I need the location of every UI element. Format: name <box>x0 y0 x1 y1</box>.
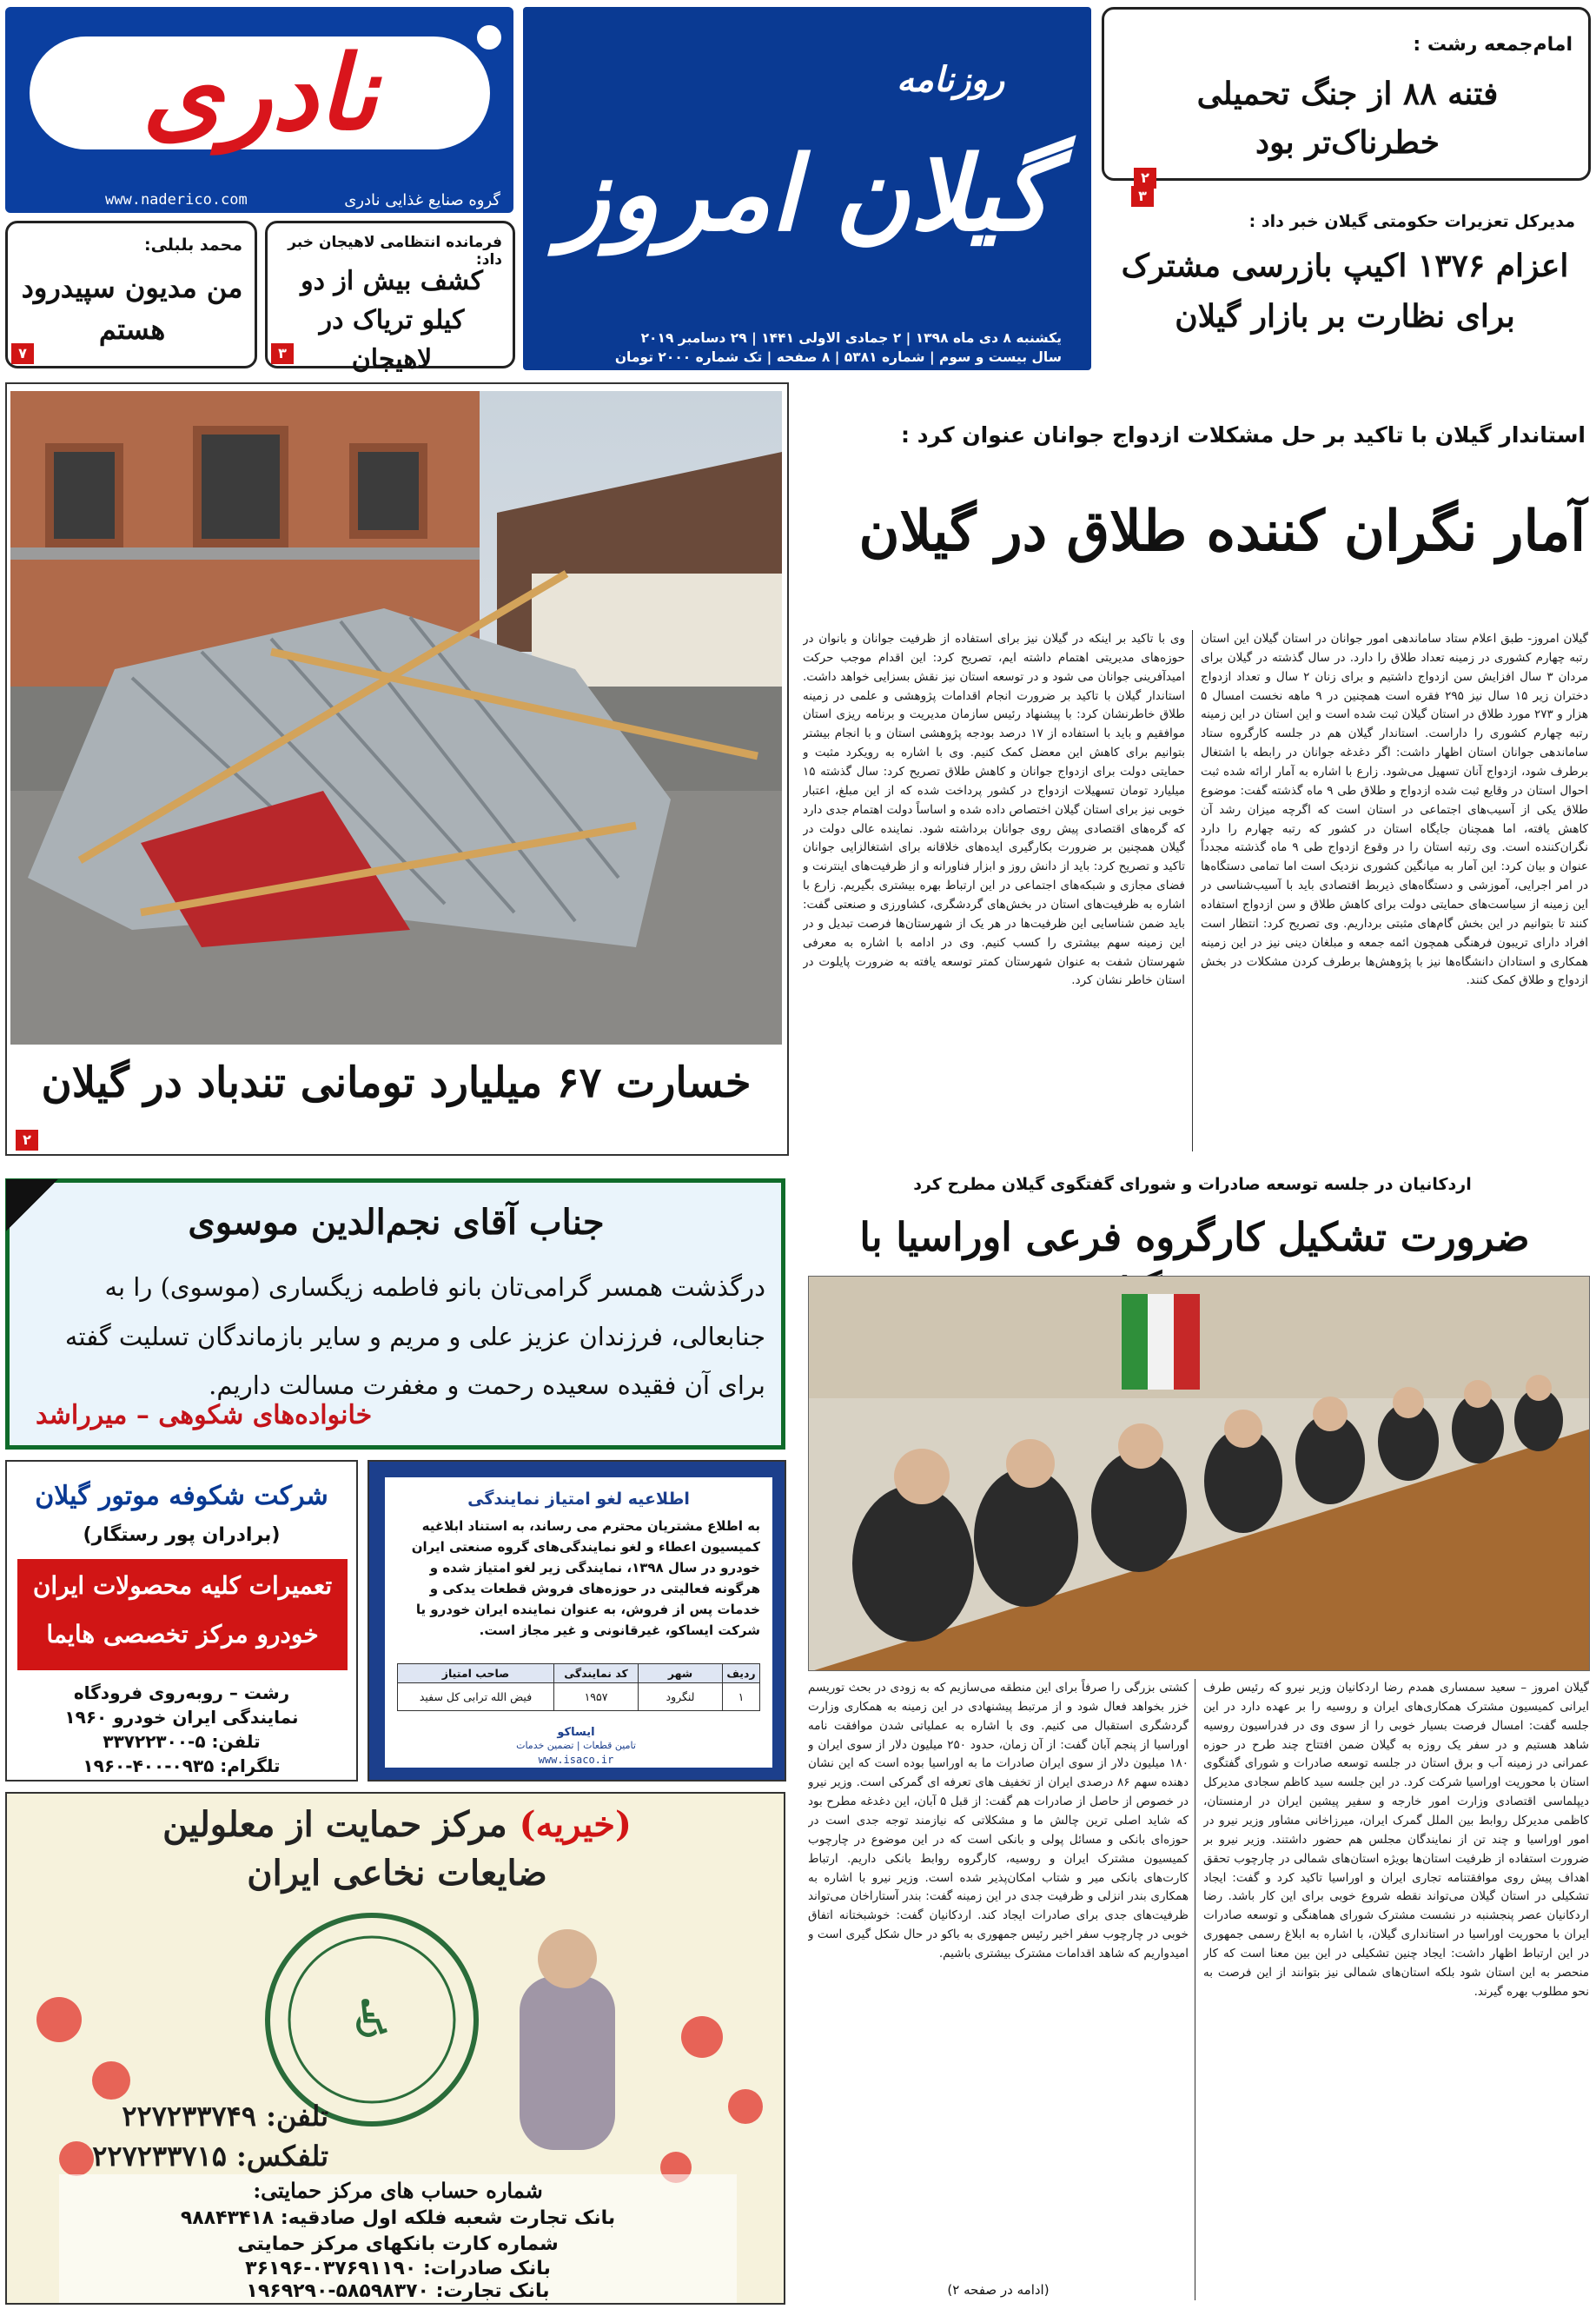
teaser-imam-headline: فتنه ۸۸ از جنگ تحمیلی خطرناک‌تر بود <box>1196 76 1499 161</box>
shekoufeh-tel[interactable]: تلفن: ۵-۳۳۷۲۲۳۰۰ <box>103 1731 261 1752</box>
shekoufeh-telegram[interactable]: تلگرام: ۰۹۳۵-۴۰۰-۱۹۶۰ <box>83 1755 281 1776</box>
teaser-inspectors[interactable] <box>1102 188 1591 363</box>
shekoufeh-red-line1: تعمیرات کلیه محصولات ایران <box>32 1571 333 1600</box>
teaser-debtor[interactable] <box>5 221 257 368</box>
meeting-photo-svg <box>809 1277 1590 1671</box>
teaser-debtor-headline: من مدیون سپیدرود هستم <box>21 271 243 346</box>
charity-title1-text: مرکز حمایت از معلولین <box>162 1804 507 1845</box>
charity-ad <box>5 1792 785 2305</box>
charity-acc2: شماره کارت بانکهای مرکز حمایتی <box>237 2233 559 2255</box>
shekoufeh-addr1: رشت – روبه‌روی فرودگاه <box>73 1682 290 1703</box>
teaser-imam[interactable] <box>1102 7 1591 186</box>
isaco-table <box>397 1663 760 1711</box>
eurasia-col-left: کشتی بزرگی را صرفاً برای این منطقه می‌سازیم که به زودی در بحث توریسم خزر بخواهد فعال شود و از مرتبط پیشنهادی در این زمینه به همکاری وزارت گردشگری استقبال می کنیم. وی با اشاره به عملیاتی شدن موافقت نامه اوراسیا از پنجم آبان گفت: از آن زمان، حدود ۲۵۰ میلیون دلار از سوی ایران و ۱۸۰ میلیون دلار از سوی ایران صادرات ما به اوراسیا بوده است که این نشان دهنده سهم ۸۶ درصدی ایران از تخفیف های تعرفه ای گمرکی است. وزیر نیرو در خصوص از حاصل از صادرات هم گفت: از قبل ۵ آبان، این دغدغه مطرح بود که شاید اصلی ترین چالش ما و مشکلاتی که نیازمند توجه جدی است در حوزه‌ای بانکی و مسائل پولی و بانکی است که در این موضوع در چارچوب کمیسیون مشترک ایران و روسیه، کارگروه روابط بانکی داریم. ارتباط کارت‌های بانکی میر و شتاب امکان‌پذیر شده است. وزیر نیرو با اشاره به همکاری بندر انزلی و ظرفیت جدی در این زمینه گفت: بندر آستاراخان می‌تواند ظرفیت‌های جدی برای صادرات ایجاد کند. اردکانیان گفت: خوشبختانه اتفاق خوبی در چارچوب سفر اخیر رئیس جمهوری به باکو در حال شکل گیری است و امیدواریم که شاهد اقدامات مشترک بیشتری باشیم. <box>808 1681 1189 1961</box>
divorce-col-divider <box>1192 630 1193 1151</box>
isaco-cell-city: لنگرود <box>639 1683 723 1711</box>
shekoufeh-red-line2: خودرو مرکز تخصصی هایما <box>46 1620 319 1649</box>
charity-accounts-panel <box>59 2174 737 2303</box>
charity-title1 <box>24 1804 770 1845</box>
isaco-th-city: شهر <box>639 1664 723 1683</box>
teaser-opium[interactable] <box>265 221 515 375</box>
teaser-opium-headline: کشف بیش از دو کیلو تریاک در لاهیجان <box>301 266 483 375</box>
isaco-ad <box>368 1460 786 1782</box>
isaco-brand-sub: تامین قطعات | تضمین خدمات <box>516 1740 636 1751</box>
svg-text:♿: ♿ <box>348 1989 395 2050</box>
shekoufeh-title: شرکت شکوفه موتور گیلان <box>35 1481 328 1511</box>
divorce-col-left: وی با تاکید بر اینکه در گیلان نیز برای استفاده از ظرفیت جوانان و بانوان در حوزه‌های مدیریتی اهتمام داشته ایم، تصریح کرد: این اقدام موجب حرکت امید‌آفرینی جوانان می شود و در توسعه استان نیز نقش بسزایی خواهد داشت. استاندار گیلان با تاکید بر ضرورت انجام اقدامات پژوهشی و علمی در زمینه طلاق خاطرنشان کرد: با پیشنهاد رئیس سازمان مدیریت و برنامه ریزی استان موافقیم و باید با استفاده از ۱۷ درصد بودجه پژوهشی استان و با انجام بیشتر بتوانیم برای کاهش این معضل کمک کنیم. وی با اشاره به رویکرد مثبت و حمایتی دولت برای ازدواج جوانان و کاهش طلاق تصریح کرد: سال گذشته ۱۵ میلیارد تومان تسهیلات ازدواج در کشور پرداخت شده که از این مبلغ، اعتبار خوبی نیز برای استان گیلان اختصاص داده شده و اساساً دولت اهتمام جدی دارد که گره‌های اقتصادی پیش روی جوانان برداشته شود. نماینده عالی دولت در گیلان همچنین بر ضرورت بکارگیری ایده‌های خلاقانه برای اشتغالزایی جوانان تاکید و تصریح کرد: باید از دانش روز و ابزار فناورانه و از ظرفیت‌های اینترنت و فضای مجازی و شبکه‌های اجتماعی در این ارتباط بهره بیشتری بگیریم. زارع با اشاره به ظرفیت‌های استان در بخش‌های گردشگری، کشاورزی و صنعتی گفت: باید ضمن شناسایی این ظرفیت‌ها در هر یک از شهرستان‌ها فرصت تبدیل و در این زمینه سهم بیشتری را کسب کنیم. وی در ادامه با اشاره به معرفی شهرستان شفت به عنوان شهرستان کمتر توسعه یافته به ضرورت پایلوت در استان خاطر نشان کرد. <box>803 632 1185 988</box>
shekoufeh-ad <box>5 1460 358 1782</box>
condolence-body: درگذشت همسر گرامی‌تان بانو فاطمه زیگساری (موسوی) را به جنابعالی، فرزندان عزیز علی و مریم و سایر بازماندگان تسلیت گفته برای آن فقیده سعیده رحمت و مغفرت مسالت داریم. <box>64 1272 765 1401</box>
table-row <box>398 1683 760 1711</box>
storm-photo-svg <box>10 391 782 1045</box>
masthead-daily: روزنامه <box>897 59 1005 100</box>
masthead-title: گیلان امروز <box>560 133 1051 254</box>
nadery-subtitle: گروه صنایع غذایی نادری <box>344 191 500 209</box>
isaco-th-code: کد نمایندگی <box>554 1664 639 1683</box>
eurasia-kicker: اردکانیان در جلسه توسعه صادرات و شورای گفتگوی گیلان مطرح کرد <box>913 1175 1472 1194</box>
condolence-title: جناب آقای نجم‌الدین موسوی <box>188 1202 605 1243</box>
charity-badge: (خیریه) <box>519 1804 632 1845</box>
charity-acc4: بانک تجارت: ۵۸۵۹۸۳۷۰-۱۹۶۹۲۹۰ <box>246 2280 550 2302</box>
isaco-ad-panel <box>385 1477 772 1768</box>
charity-phone[interactable]: تلفن: ۲۲۷۲۳۳۷۴۹ <box>122 2100 328 2133</box>
shekoufeh-addr2: نمایندگی ایران خودرو ۱۹۶۰ <box>64 1707 299 1728</box>
condolence-signature: خانواده‌های شکوهی – میرراشد <box>36 1400 373 1430</box>
teaser-inspectors-kicker: مدیرکل تعزیرات حکومتی گیلان خبر داد : <box>1248 212 1575 231</box>
charity-acc3: بانک صادرات: ۰۳۷۶۹۱۱۹۰-۳۶۱۹۶ <box>245 2258 551 2279</box>
isaco-body: به اطلاع مشتریان محترم می رساند، به استناد ابلاغیه کمیسیون اعطاء و لغو نمایندگی‌های گروه صنعتی ایران خودرو در سال ۱۳۹۸، نمایندگی زیر لغو امتیاز شده و هرگونه فعالیتی در حوزه‌های فروش قطعات یدکی و خدمات پس از فروش، به عنوان نماینده ایران خودرو یا شرکت ایساکو، غیرقانونی و غیر مجاز است. <box>411 1518 760 1638</box>
isaco-table-header <box>398 1664 760 1683</box>
teaser-inspectors-headline: اعزام ۱۳۷۶ اکیپ بازرسی مشترک برای نظارت بر بازار گیلان <box>1121 248 1569 335</box>
shekoufeh-red-banner <box>17 1559 348 1670</box>
teaser-debtor-kicker: محمد بلبلی: <box>143 236 242 255</box>
storm-photo <box>10 391 782 1045</box>
nadery-brand: نادری <box>142 32 378 153</box>
teaser-debtor-page[interactable]: ۷ <box>11 343 34 364</box>
eurasia-continued[interactable]: (ادامه در صفحه ۲) <box>947 2282 1050 2298</box>
isaco-brand: ایساکو <box>557 1726 595 1739</box>
teaser-imam-kicker: امام‌جمعه رشت : <box>1413 34 1573 56</box>
isaco-cell-owner: فیض الله ترابی کل سفید <box>398 1683 554 1711</box>
storm-page[interactable]: ۲ <box>16 1130 38 1151</box>
masthead-date-line: یکشنبه ۸ دی ماه ۱۳۹۸ | ۲ جمادی الاولی ۱۴۴۱ | ۲۹ دسامبر ۲۰۱۹ <box>640 330 1062 346</box>
masthead-issue-line: سال بیست و سوم | شماره ۵۳۸۱ | ۸ صفحه | تک شماره ۲۰۰۰ تومان <box>614 349 1062 365</box>
isaco-cell-row: ۱ <box>723 1683 760 1711</box>
nadery-website[interactable]: www.naderico.com <box>105 191 248 209</box>
masthead <box>523 7 1091 370</box>
divorce-kicker: استاندار گیلان با تاکید بر حل مشکلات ازدواج جوانان عنوان کرد : <box>901 422 1586 448</box>
charity-title2: ضایعات نخاعی ایران <box>247 1853 547 1894</box>
eurasia-headline[interactable]: ضرورت تشکیل کارگروه فرعی اوراسیا با <box>859 1214 1530 1260</box>
divorce-col-right: گیلان امروز- طبق اعلام ستاد ساماندهی امور جوانان در استان گیلان این استان رتبه چهارم کشوری در زمینه تعداد طلاق را دارد. در سال گذشته در گیلان برای مردان ۳ سال افزایش سن ازدواج داشتیم و برای زنان ۲ سال و تعداد ازدواج دختران زیر ۱۵ سال نیز ۲۹۵ فقره است همچنین در ۹ ماهه نخست امسال ۵ هزار و ۲۷۳ مورد طلاق در استان گیلان ثبت شده است و این استان در این زمینه رتبه چهارم کشوری را داراست. استاندار گیلان هم در جلسه کارگروه ستاد ساماندهی جوانان استان اظهار داشت: اگر دغدغه جوانان در رابطه با اشتغال برطرف شود، ازدواج آنان تسهیل می‌شود. زارع با اشاره به آمار ارائه شده ثبت احوال استان در وقایع ثبت شده ازدواج و طلاق طی ۹ ماه گذشته گفت: موضوع طلاق یکی از آسیب‌های اجتماعی در استان است که اگرچه میزان رشد آن کاهش یافته، اما همچنان جایگاه استان در کشور که رتبه چهارم را دارد نگران‌کننده است. وی رتبه استان را در وقوع ازدواج طی ۹ ماه گذشته مجدداً عنوان و بیان کرد: این آمار به میانگین کشوری نزدیک است اما تمامی دستگاه‌ها در امر اجرایی، آموزشی و دستگاه‌های ذیربط اقتصادی باید با آسیب‌شناسی در این زمینه از سیاست‌های حمایتی دولت برای کاهش طلاق و سن ازدواج استفاده کنند تا بتوانیم در این بخش گام‌های مثبتی برداریم. وی تصریح کرد: انتظار است افراد دارای تریبون فرهنگی همچون ائمه جمعه و مبلغان دینی نیز در این زمینه همکاری و استادان دانشگاه‌ها نیز با پژوهش‌ها برطرف کردن مشکلات در بخش ازدواج و طلاق کمک کنند. <box>1201 632 1588 988</box>
storm-headline[interactable]: خسارت ۶۷ میلیارد تومانی تندباد در گیلان <box>41 1058 752 1107</box>
isaco-title: اطلاعیه لغو امتیاز نمایندگی <box>467 1490 690 1509</box>
charity-accounts-title: شماره حساب های مرکز حمایتی: <box>253 2178 543 2203</box>
isaco-th-owner: صاحب امتیاز <box>398 1664 554 1683</box>
condolence-box <box>5 1178 785 1450</box>
charity-fax[interactable]: تلفکس: ۲۲۷۲۳۳۷۱۵ <box>92 2140 328 2173</box>
shekoufeh-subtitle: (برادران پور رستگار) <box>83 1524 281 1546</box>
teaser-inspectors-page[interactable]: ۳ <box>1131 186 1154 207</box>
nadery-ad <box>5 7 513 213</box>
isaco-website[interactable]: www.isaco.ir <box>538 1754 614 1766</box>
nadery-emblem-icon <box>474 23 504 52</box>
isaco-th-row: ردیف <box>723 1664 760 1683</box>
eurasia-col-right: گیلان امروز – سعید سمساری همدم رضا اردکانیان وزیر نیرو که رئیس طرف ایرانی کمیسیون مشترک همکاری‌های ایران و روسیه را بر عهده دارد در این جلسه گفت: امسال فرصت بسیار خوبی را از سوی وی در فدراسیون روسیه شاهد هستیم و در سفر یک روزه به گیلان ضمن افتتاح چند طرح در حوزه عمرانی در زمینه آب و برق استان در جلسه توسعه صادرات و شورای گفتگوی استان با محوریت اوراسیا شرکت کرد. در این جلسه سید کاظم سجادی مدیرکل دیپلماسی اقتصادی وزارت امور خارجه و سفیر پیشین ایران در ارمنستان، کاظمی مدیرکل روابط بین الملل گمرک ایران، میرزاخانی مشاور وزیر نیرو در امور اوراسیا و چند تن از نمایندگان مجلس هم حضور داشتند. وزیر نیرو بر ضرورت استفاده از ظرفیت استان‌ها بویژه استان‌های شمالی در چارچوب تحقق اهداف پیش روی موافقتنامه تجاری ایران و اوراسیا تاکید کرد و گفت: ایجاد تشکیلی در استان گیلان می‌تواند نقطه شروع خوبی برای این کار باشد. رضا اردکانیان عصر پنجشنبه در نشست مشترک شورای هماهنگی و توسعه صادرات ایران با محوریت اوراسیا در استانداری گیلان، با اشاره به ابلاغ رسمی جمهوری در این ارتباط اظهار داشت: ایجاد چنین تشکیلی در این بین معنا است که کار منحصر به این استان شود بلکه استان‌های شمالی نیز بتوانند از این فرصت به نحو مطلوب بهره گیرند. <box>1203 1681 1589 1999</box>
divorce-headline[interactable]: آمار نگران کننده طلاق در گیلان <box>858 499 1586 564</box>
teaser-opium-page[interactable]: ۳ <box>271 343 294 364</box>
meeting-photo <box>808 1276 1590 1671</box>
charity-acc1: بانک تجارت شعبه فلکه اول صادقیه: ۹۸۸۴۳۴۱۸ <box>180 2207 616 2229</box>
teaser-imam-page[interactable]: ۲ <box>1134 168 1156 189</box>
isaco-cell-code: ۱۹۵۷ <box>554 1683 639 1711</box>
teaser-opium-kicker: فرمانده انتظامی لاهیجان خبر داد: <box>288 234 502 269</box>
